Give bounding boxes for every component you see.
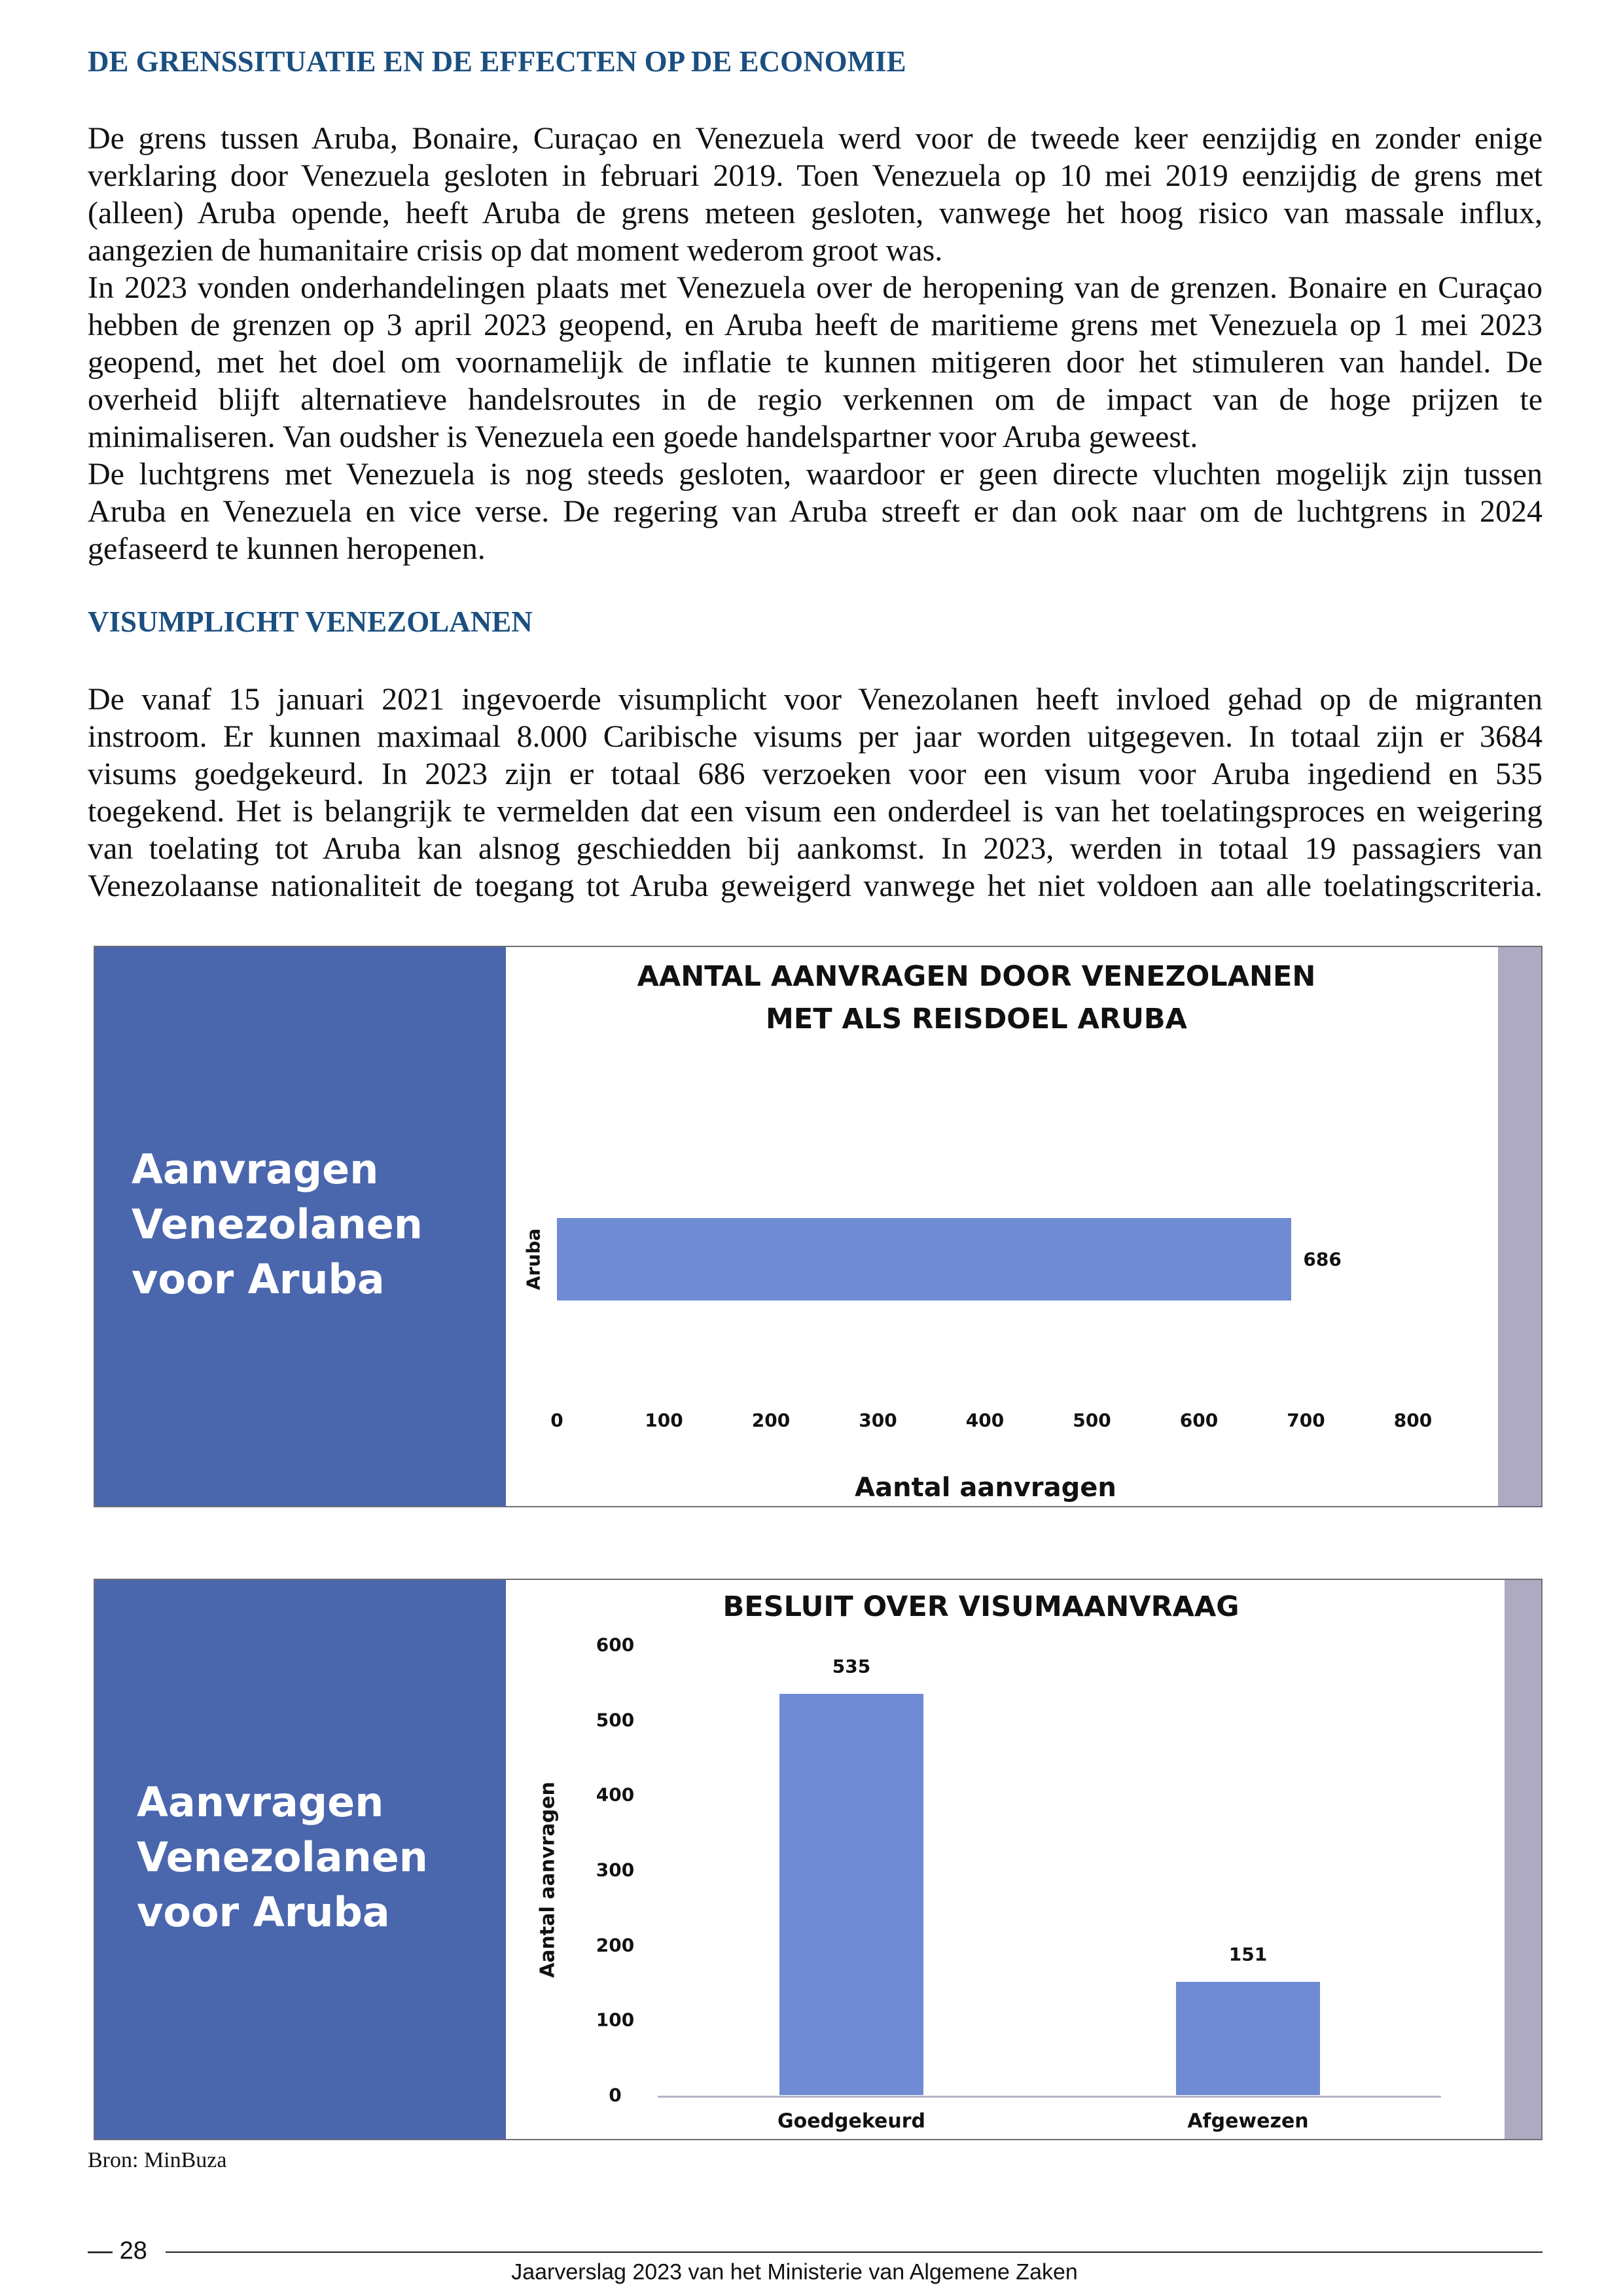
panel-line: Venezolanen	[132, 1200, 423, 1248]
category-label: Aruba	[522, 1228, 544, 1291]
text-line: hebben de grenzen op 3 april 2023 geopend, en Aruba heeft de maritieme grens met Venezuela op 1 mei 2023	[88, 308, 1543, 342]
x-tick-label: 600	[1179, 1409, 1219, 1431]
y-tick-label: 200	[596, 1934, 635, 1956]
bar-value-label: 151	[1228, 1943, 1268, 1965]
chart-side-strip	[1505, 1580, 1541, 2139]
page-number-value: 28	[119, 2237, 147, 2265]
text-line: De vanaf 15 januari 2021 ingevoerde visumplicht voor Venezolanen heeft invloed gehad op de migranten	[88, 682, 1543, 717]
section-heading-grenssituatie: DE GRENSSITUATIE EN DE EFFECTEN OP DE ECONOMIE	[88, 45, 906, 78]
x-tick-label: 200	[751, 1409, 791, 1431]
text-line: geopend, met het doel om voornamelijk de inflatie te kunnen mitigeren door het stimuleren van handel. De	[88, 345, 1543, 380]
chart-title-line: AANTAL AANVRAGEN DOOR VENEZOLANEN	[637, 960, 1316, 993]
category-label: Goedgekeurd	[777, 2109, 925, 2133]
chart-title: BESLUIT OVER VISUMAANVRAAG	[722, 1590, 1240, 1623]
footer-divider	[166, 2251, 1543, 2253]
x-tick-label: 700	[1287, 1409, 1325, 1431]
x-tick-label: 300	[859, 1409, 897, 1431]
text-line: aangezien de humanitaire crisis op dat moment wederom groot was.	[88, 233, 943, 268]
y-tick-label: 600	[596, 1634, 635, 1656]
y-tick-label: 400	[596, 1784, 635, 1806]
text-line: De luchtgrens met Venezuela is nog steeds gesloten, waardoor er geen directe vluchten mogelijk zijn tussen	[88, 457, 1543, 492]
text-line: De grens tussen Aruba, Bonaire, Curaçao en Venezuela werd voor de tweede keer eenzijdig en zonder enige	[88, 121, 1543, 156]
category-label: Afgewezen	[1187, 2109, 1309, 2133]
chart-side-panel	[95, 947, 506, 1506]
text-line: gefaseerd te kunnen heropenen.	[88, 531, 486, 566]
x-axis-baseline	[658, 2096, 1441, 2098]
panel-title	[137, 1775, 428, 1940]
section-heading-visumplicht: VISUMPLICHT VENEZOLANEN	[88, 605, 533, 638]
bar-afgewezen	[1176, 1982, 1320, 2095]
panel-title	[132, 1142, 423, 1307]
x-tick-label: 500	[1073, 1409, 1111, 1431]
bar-goedgekeurd	[779, 1694, 923, 2095]
x-tick-label: 800	[1393, 1409, 1433, 1431]
y-tick-label: 0	[609, 2084, 622, 2106]
x-tick-label: 400	[965, 1409, 1005, 1431]
text-line: instroom. Er kunnen maximaal 8.000 Caribische visums per jaar worden uitgegeven. In totaal zijn er 3684	[88, 719, 1543, 754]
panel-line: Venezolanen	[137, 1833, 428, 1881]
y-tick-label: 300	[596, 1859, 635, 1881]
x-axis-title: Aantal aanvragen	[855, 1473, 1116, 1503]
chart-title-line: MET ALS REISDOEL ARUBA	[766, 1003, 1187, 1035]
bar-aruba	[557, 1218, 1291, 1300]
chart-side-strip	[1498, 947, 1541, 1506]
text-line: (alleen) Aruba opende, heeft Aruba de grens meteen gesloten, vanwege het hoog risico van massale influx,	[88, 196, 1543, 230]
panel-line: Aanvragen	[137, 1778, 384, 1826]
text-line: van toelating tot Aruba kan alsnog geschiedden bij aankomst. In 2023, werden in totaal 19 passagiers van	[88, 831, 1543, 866]
y-axis-title: Aantal aanvragen	[536, 1782, 560, 1978]
text-line: verklaring door Venezuela gesloten in februari 2019. Toen Venezuela op 10 mei 2019 eenzijdig de grens met	[88, 158, 1543, 193]
body-text-grenssituatie	[88, 120, 1543, 567]
panel-line: voor Aruba	[132, 1255, 385, 1303]
text-line: toegekend. Het is belangrijk te vermelden dat een visum een onderdeel is van het toelatingsproces en weigering	[88, 794, 1543, 829]
text-line: Aruba en Venezuela en vice verse. De regering van Aruba streeft er dan ook naar om de luchtgrens in 2024	[88, 494, 1543, 529]
body-text-visumplicht	[88, 681, 1543, 905]
text-line: In 2023 vonden onderhandelingen plaats met Venezuela over de heropening van de grenzen. Bonaire en Curaçao	[88, 270, 1543, 305]
panel-line: voor Aruba	[137, 1888, 390, 1936]
bar-value-label: 535	[832, 1655, 871, 1677]
text-line: overheid blijft alternatieve handelsroutes in de regio verkennen om de impact van de hoge prijzen te	[88, 382, 1543, 417]
text-line: visums goedgekeurd. In 2023 zijn er totaal 686 verzoeken voor een visum voor Aruba ingediend en 535	[88, 757, 1543, 791]
panel-line: Aanvragen	[132, 1145, 379, 1193]
chart-besluit-visumaanvraag	[94, 1579, 1543, 2140]
x-tick-label: 100	[645, 1409, 683, 1431]
footer-title: Jaarverslag 2023 van het Ministerie van Algemene Zaken	[511, 2259, 1078, 2285]
y-tick-label: 500	[596, 1709, 635, 1731]
y-tick-label: 100	[596, 2009, 635, 2031]
x-tick-label: 0	[550, 1409, 563, 1431]
text-line: Venezolaanse nationaliteit de toegang tot Aruba geweigerd vanwege het niet voldoen aan alle toelatingscriteria.	[88, 869, 1543, 903]
chart-side-panel	[95, 1580, 506, 2139]
source-note: Bron: MinBuza	[88, 2148, 227, 2172]
page-number: — 28	[88, 2237, 147, 2265]
chart-aanvragen-venezolanen	[94, 946, 1543, 1507]
text-line: minimaliseren. Van oudsher is Venezuela een goede handelspartner voor Aruba geweest.	[88, 420, 1198, 454]
bar-value-label: 686	[1303, 1248, 1342, 1270]
